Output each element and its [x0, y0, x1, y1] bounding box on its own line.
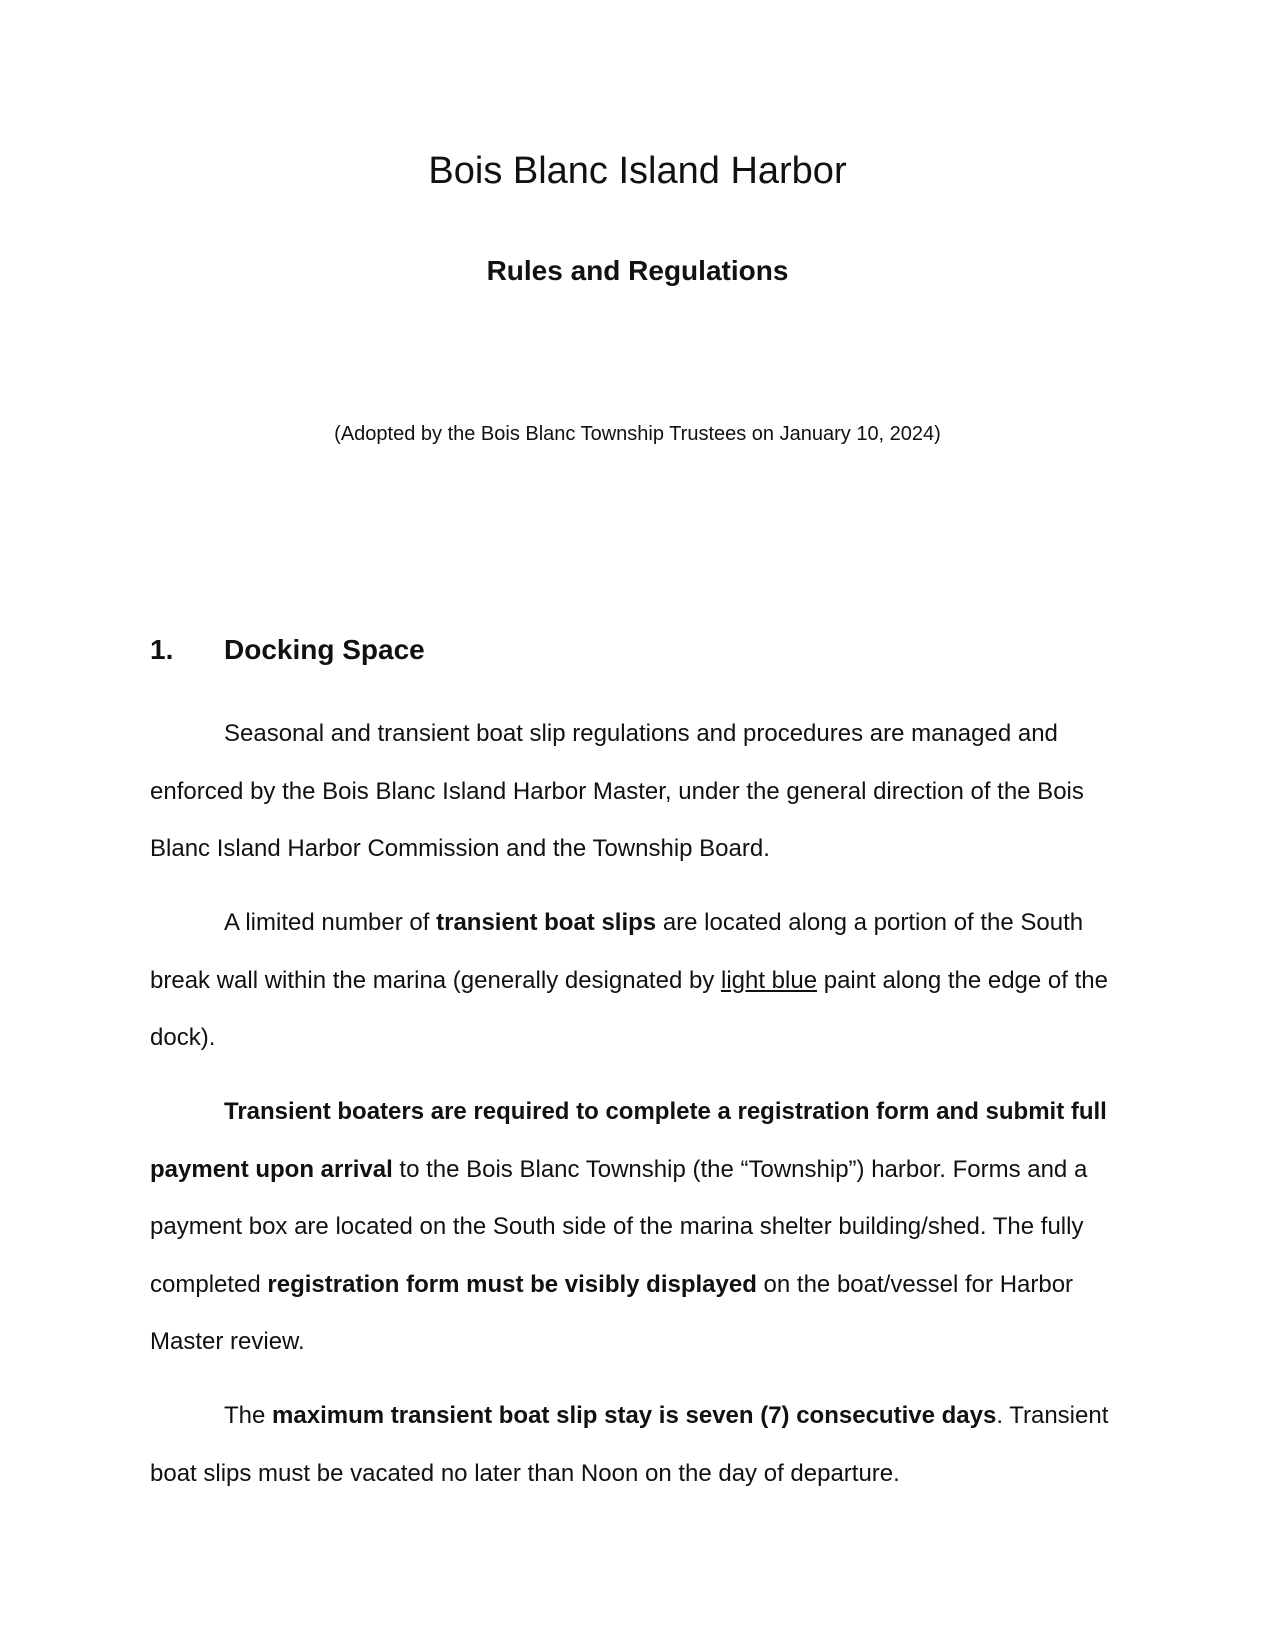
text-run: .: [996, 1402, 1003, 1429]
bold-text-run: registration form must be visibly displayed: [267, 1270, 757, 1298]
text-run: paint along the edge of the dock).: [150, 966, 1108, 1051]
paragraph-text: Seasonal and transient boat slip regulations and procedures are managed and enforced by the Bois Blanc Island Harbor Master, under the general direction of the Bois Blanc Island Harbor Commission and the Township Board.: [150, 720, 1084, 862]
text-run: A limited number of: [224, 909, 437, 936]
text-run: The: [224, 1402, 273, 1429]
paragraph-registration: [150, 1083, 1135, 1371]
section-heading: [150, 634, 425, 666]
text-run: Transient boat slips must be vacated no later than Noon on the day of departure.: [150, 1402, 1109, 1487]
text-run: to the Bois Blanc Township (the “Township”) harbor. Forms and a payment box are located on the South side of the marina shelter building/shed. The fully completed: [150, 1155, 1088, 1298]
underlined-text-run: light blue: [720, 966, 818, 994]
bold-text-run: transient boat slips: [436, 909, 657, 936]
bold-text-run: Transient boaters are required to complete a registration form and submit full payment upon arrival: [150, 1098, 1107, 1183]
bold-text-run: maximum transient boat slip stay is seven (7) consecutive days: [272, 1402, 997, 1429]
document-subtitle: Rules and Regulations: [486, 255, 789, 286]
section-title: Docking Space: [224, 634, 425, 665]
text-run: are located along a portion of the South break wall within the marina (generally designated by: [150, 909, 1084, 994]
paragraph-transient-slips: [150, 894, 1135, 1067]
document-title: Bois Blanc Island Harbor: [428, 150, 847, 192]
text-run: on the boat/vessel for Harbor Master review.: [150, 1270, 1074, 1355]
section-number: 1.: [150, 634, 174, 665]
paragraph-maximum-stay: [150, 1387, 1135, 1502]
adoption-note: (Adopted by the Bois Blanc Township Trustees on January 10, 2024): [334, 423, 941, 445]
paragraph-harbor-master: [150, 705, 1135, 878]
